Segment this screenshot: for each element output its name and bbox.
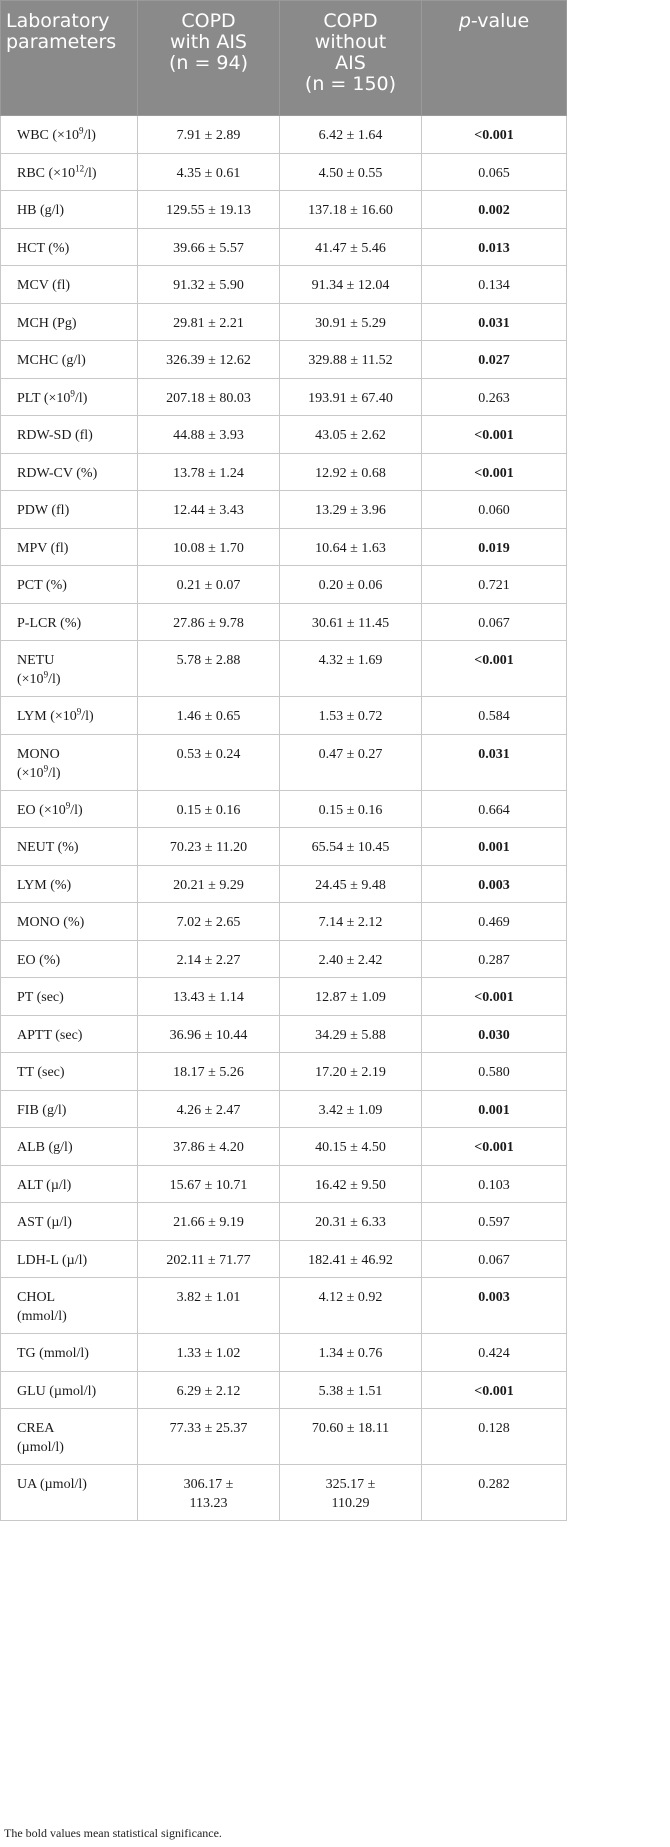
p-value-cell: 0.580	[422, 1053, 567, 1091]
value-without-ais-cell: 17.20 ± 2.19	[280, 1053, 422, 1091]
parameter-cell: WBC $(\times 10^9/l)$	[1, 116, 138, 154]
parameter-cell: MONO $(\times 10^9/l)$	[1, 734, 138, 790]
value-without-ais-cell: 0.20 ± 0.06	[280, 566, 422, 604]
value-without-ais-cell: 65.54 ± 10.45	[280, 828, 422, 866]
p-value-cell: 0.287	[422, 940, 567, 978]
p-value-cell: 0.031	[422, 303, 567, 341]
p-value-cell: 0.067	[422, 1240, 567, 1278]
p-value-cell: 0.001	[422, 828, 567, 866]
value-with-ais-cell: 1.46 ± 0.65	[138, 697, 280, 735]
table-row	[1, 1409, 567, 1465]
value-with-ais-cell: 2.14 ± 2.27	[138, 940, 280, 978]
table-row	[1, 491, 567, 529]
parameter-cell: NETU $(\times 10^9/l)$	[1, 641, 138, 697]
parameter-cell: PT (sec)	[1, 978, 138, 1016]
parameter-cell: HB (g/l)	[1, 191, 138, 229]
value-without-ais-cell: 30.61 ± 11.45	[280, 603, 422, 641]
parameter-cell: CHOL (mmol/l)	[1, 1278, 138, 1334]
p-value-cell: 0.030	[422, 1015, 567, 1053]
table-row	[1, 1053, 567, 1091]
value-with-ais-cell: 129.55 ± 19.13	[138, 191, 280, 229]
p-value-cell: 0.103	[422, 1165, 567, 1203]
p-value-cell: <0.001	[422, 116, 567, 154]
value-without-ais-cell: 13.29 ± 3.96	[280, 491, 422, 529]
parameter-cell: MCH (Pg)	[1, 303, 138, 341]
value-without-ais-cell: 325.17 ± 110.29	[280, 1465, 422, 1521]
table-row	[1, 1371, 567, 1409]
table-row	[1, 903, 567, 941]
table-row	[1, 378, 567, 416]
value-without-ais-cell: 24.45 ± 9.48	[280, 865, 422, 903]
value-without-ais-cell: 20.31 ± 6.33	[280, 1203, 422, 1241]
p-value-cell: <0.001	[422, 416, 567, 454]
p-value-cell: 0.469	[422, 903, 567, 941]
table-row	[1, 303, 567, 341]
table-row	[1, 1278, 567, 1334]
table-row	[1, 1240, 567, 1278]
table-row	[1, 734, 567, 790]
parameter-cell: RDW-CV (%)	[1, 453, 138, 491]
value-without-ais-cell: 43.05 ± 2.62	[280, 416, 422, 454]
value-with-ais-cell: 306.17 ± 113.23	[138, 1465, 280, 1521]
parameter-cell: HCT (%)	[1, 228, 138, 266]
value-without-ais-cell: 0.15 ± 0.16	[280, 790, 422, 828]
value-with-ais-cell: 36.96 ± 10.44	[138, 1015, 280, 1053]
value-without-ais-cell: 41.47 ± 5.46	[280, 228, 422, 266]
value-with-ais-cell: 0.15 ± 0.16	[138, 790, 280, 828]
value-with-ais-cell: 4.35 ± 0.61	[138, 153, 280, 191]
value-without-ais-cell: 182.41 ± 46.92	[280, 1240, 422, 1278]
value-without-ais-cell: 7.14 ± 2.12	[280, 903, 422, 941]
value-without-ais-cell: 6.42 ± 1.64	[280, 116, 422, 154]
p-value-cell: 0.002	[422, 191, 567, 229]
value-with-ais-cell: 7.91 ± 2.89	[138, 116, 280, 154]
table-row	[1, 341, 567, 379]
value-with-ais-cell: 91.32 ± 5.90	[138, 266, 280, 304]
p-value-cell: 0.060	[422, 491, 567, 529]
table-row	[1, 1465, 567, 1521]
p-value-cell: <0.001	[422, 978, 567, 1016]
value-with-ais-cell: 0.53 ± 0.24	[138, 734, 280, 790]
parameter-cell: APTT (sec)	[1, 1015, 138, 1053]
value-with-ais-cell: 13.78 ± 1.24	[138, 453, 280, 491]
value-without-ais-cell: 16.42 ± 9.50	[280, 1165, 422, 1203]
value-with-ais-cell: 27.86 ± 9.78	[138, 603, 280, 641]
p-value-cell: 0.597	[422, 1203, 567, 1241]
value-with-ais-cell: 29.81 ± 2.21	[138, 303, 280, 341]
table-row	[1, 1165, 567, 1203]
table-row	[1, 453, 567, 491]
parameter-cell: EO (%)	[1, 940, 138, 978]
table-row	[1, 153, 567, 191]
parameter-cell: CREA (µmol/l)	[1, 1409, 138, 1465]
value-with-ais-cell: 21.66 ± 9.19	[138, 1203, 280, 1241]
p-value-cell: 0.134	[422, 266, 567, 304]
value-without-ais-cell: 0.47 ± 0.27	[280, 734, 422, 790]
table-row	[1, 697, 567, 735]
table-row	[1, 528, 567, 566]
parameter-cell: PDW (fl)	[1, 491, 138, 529]
p-value-cell: 0.065	[422, 153, 567, 191]
value-with-ais-cell: 13.43 ± 1.14	[138, 978, 280, 1016]
p-value-cell: <0.001	[422, 641, 567, 697]
parameter-cell: NEUT (%)	[1, 828, 138, 866]
table-header	[1, 1, 567, 116]
p-value-cell: 0.001	[422, 1090, 567, 1128]
value-with-ais-cell: 44.88 ± 3.93	[138, 416, 280, 454]
header-copd-with-ais: COPD with AIS (n = 94)	[138, 1, 280, 116]
parameter-cell: P-LCR (%)	[1, 603, 138, 641]
table-row	[1, 566, 567, 604]
table-row	[1, 1334, 567, 1372]
value-with-ais-cell: 20.21 ± 9.29	[138, 865, 280, 903]
table-body	[1, 116, 567, 1521]
p-value-cell: 0.027	[422, 341, 567, 379]
parameter-cell: EO $(\times 10^9/l)$	[1, 790, 138, 828]
table-row	[1, 1203, 567, 1241]
p-value-cell: 0.282	[422, 1465, 567, 1521]
parameter-cell: TG (mmol/l)	[1, 1334, 138, 1372]
value-without-ais-cell: 4.12 ± 0.92	[280, 1278, 422, 1334]
value-with-ais-cell: 39.66 ± 5.57	[138, 228, 280, 266]
parameter-cell: LYM (%)	[1, 865, 138, 903]
parameter-cell: ALB (g/l)	[1, 1128, 138, 1166]
p-value-cell: 0.263	[422, 378, 567, 416]
value-without-ais-cell: 2.40 ± 2.42	[280, 940, 422, 978]
value-with-ais-cell: 202.11 ± 71.77	[138, 1240, 280, 1278]
value-with-ais-cell: 37.86 ± 4.20	[138, 1128, 280, 1166]
header-copd-without-ais: COPD without AIS (n = 150)	[280, 1, 422, 116]
value-with-ais-cell: 7.02 ± 2.65	[138, 903, 280, 941]
table-row	[1, 641, 567, 697]
p-value-cell: <0.001	[422, 1371, 567, 1409]
parameter-cell: MONO (%)	[1, 903, 138, 941]
value-with-ais-cell: 207.18 ± 80.03	[138, 378, 280, 416]
footnote: The bold values mean statistical significance.	[4, 1826, 222, 1840]
p-value-cell: 0.424	[422, 1334, 567, 1372]
p-value-cell: 0.128	[422, 1409, 567, 1465]
value-with-ais-cell: 12.44 ± 3.43	[138, 491, 280, 529]
value-with-ais-cell: 326.39 ± 12.62	[138, 341, 280, 379]
value-without-ais-cell: 12.92 ± 0.68	[280, 453, 422, 491]
value-without-ais-cell: 137.18 ± 16.60	[280, 191, 422, 229]
table-row	[1, 1015, 567, 1053]
p-value-cell: 0.584	[422, 697, 567, 735]
p-value-cell: 0.067	[422, 603, 567, 641]
p-value-cell: <0.001	[422, 1128, 567, 1166]
p-value-cell: 0.013	[422, 228, 567, 266]
table-row	[1, 1090, 567, 1128]
table-row	[1, 790, 567, 828]
value-without-ais-cell: 1.34 ± 0.76	[280, 1334, 422, 1372]
table-row	[1, 1128, 567, 1166]
p-value-cell: <0.001	[422, 453, 567, 491]
value-with-ais-cell: 10.08 ± 1.70	[138, 528, 280, 566]
value-without-ais-cell: 91.34 ± 12.04	[280, 266, 422, 304]
value-with-ais-cell: 1.33 ± 1.02	[138, 1334, 280, 1372]
parameter-cell: UA (µmol/l)	[1, 1465, 138, 1521]
p-value-cell: 0.664	[422, 790, 567, 828]
parameter-cell: RDW-SD (fl)	[1, 416, 138, 454]
p-value-cell: 0.003	[422, 1278, 567, 1334]
value-without-ais-cell: 10.64 ± 1.63	[280, 528, 422, 566]
p-value-cell: 0.031	[422, 734, 567, 790]
parameter-cell: TT (sec)	[1, 1053, 138, 1091]
value-without-ais-cell: 34.29 ± 5.88	[280, 1015, 422, 1053]
parameter-cell: ALT (µ/l)	[1, 1165, 138, 1203]
parameter-cell: PLT $(\times 10^9/l)$	[1, 378, 138, 416]
p-value-cell: 0.003	[422, 865, 567, 903]
parameter-cell: FIB (g/l)	[1, 1090, 138, 1128]
table-row	[1, 416, 567, 454]
p-value-cell: 0.019	[422, 528, 567, 566]
value-with-ais-cell: 4.26 ± 2.47	[138, 1090, 280, 1128]
table-row	[1, 940, 567, 978]
value-without-ais-cell: 4.32 ± 1.69	[280, 641, 422, 697]
table-row	[1, 865, 567, 903]
value-without-ais-cell: 193.91 ± 67.40	[280, 378, 422, 416]
value-without-ais-cell: 3.42 ± 1.09	[280, 1090, 422, 1128]
value-without-ais-cell: 329.88 ± 11.52	[280, 341, 422, 379]
value-with-ais-cell: 18.17 ± 5.26	[138, 1053, 280, 1091]
value-with-ais-cell: 77.33 ± 25.37	[138, 1409, 280, 1465]
value-with-ais-cell: 5.78 ± 2.88	[138, 641, 280, 697]
parameter-cell: LYM $(\times 10^9/l)$	[1, 697, 138, 735]
value-with-ais-cell: 15.67 ± 10.71	[138, 1165, 280, 1203]
value-without-ais-cell: 5.38 ± 1.51	[280, 1371, 422, 1409]
table-row	[1, 191, 567, 229]
parameter-cell: MCV (fl)	[1, 266, 138, 304]
parameter-cell: GLU (µmol/l)	[1, 1371, 138, 1409]
value-with-ais-cell: 6.29 ± 2.12	[138, 1371, 280, 1409]
value-without-ais-cell: 70.60 ± 18.11	[280, 1409, 422, 1465]
table-row	[1, 266, 567, 304]
table-row	[1, 828, 567, 866]
value-with-ais-cell: 3.82 ± 1.01	[138, 1278, 280, 1334]
table-row	[1, 228, 567, 266]
table-row	[1, 978, 567, 1016]
table-row	[1, 603, 567, 641]
value-without-ais-cell: 4.50 ± 0.55	[280, 153, 422, 191]
value-with-ais-cell: 0.21 ± 0.07	[138, 566, 280, 604]
table-row	[1, 116, 567, 154]
parameter-cell: MPV (fl)	[1, 528, 138, 566]
value-without-ais-cell: 1.53 ± 0.72	[280, 697, 422, 735]
value-without-ais-cell: 12.87 ± 1.09	[280, 978, 422, 1016]
parameter-cell: PCT (%)	[1, 566, 138, 604]
value-without-ais-cell: 40.15 ± 4.50	[280, 1128, 422, 1166]
parameter-cell: AST (µ/l)	[1, 1203, 138, 1241]
value-without-ais-cell: 30.91 ± 5.29	[280, 303, 422, 341]
parameter-cell: LDH-L (µ/l)	[1, 1240, 138, 1278]
value-with-ais-cell: 70.23 ± 11.20	[138, 828, 280, 866]
parameter-cell: MCHC (g/l)	[1, 341, 138, 379]
parameter-cell: RBC $(\times 10^{12}/l)$	[1, 153, 138, 191]
header-laboratory-parameters: Laboratory parameters	[1, 1, 138, 116]
p-value-cell: 0.721	[422, 566, 567, 604]
header-p-value: p-value	[422, 1, 567, 116]
